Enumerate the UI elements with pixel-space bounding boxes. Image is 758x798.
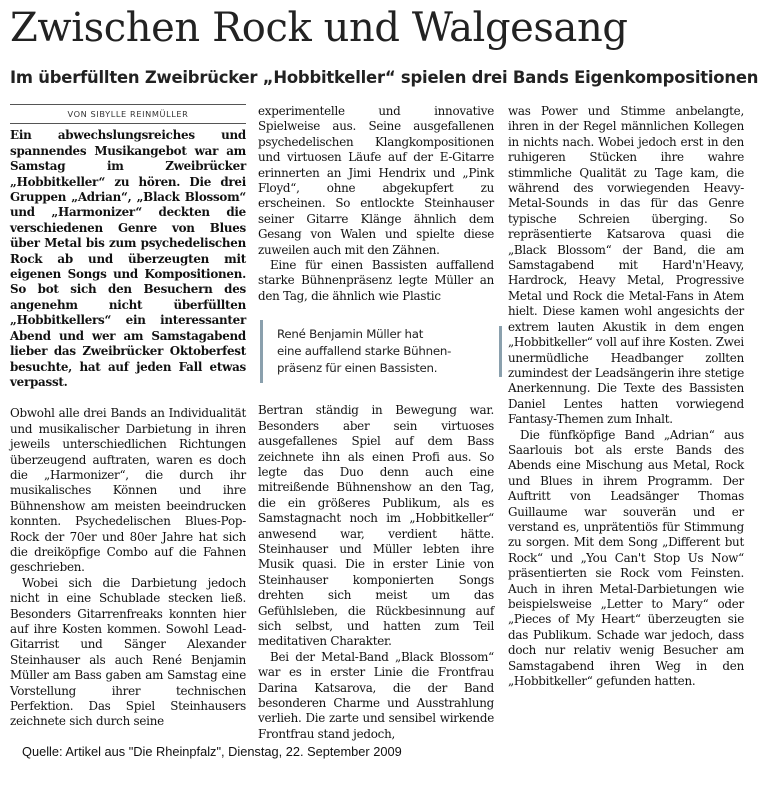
body-paragraph: Bei der Metal-Band „Black Blossom“ war es in erster Linie die Frontfrau Darina Katsarova, die der Band besonderen Charme und Ausstrahlung verlieh. Die zarte und sensibel wirkende Frontfrau stand jedoch, xyxy=(258,649,494,741)
lead-paragraph: Ein abwechslungsreiches und spannendes Musikangebot war am Samstag im Zweibrücker „Hobbitkeller“ zu hören. Die drei Gruppen „Adrian“, „Black Blossom“ und „Harmonizer“ deckten die verschiedenen Genre von Blues über Metal bis zum psychedelischen Rock ab und überzeugten mit eigenen Songs und Kompositionen. So bot sich den Besuchern des angenehm nicht überfüllten „Hobbitkellers“ ein interessanter Abend und wer am Samstagabend lieber das Zweibrücker Oktoberfest besuchte, hat auf jeden Fall etwas verpasst. xyxy=(10,128,246,389)
column-1 xyxy=(10,104,246,729)
body-paragraph: experimentelle und innovative Spielweise aus. Seine ausgefallenen psychedelischen Klangkompositionen und virtuosen Läufe auf der E-Gitarre erinnerten an Jimi Hendrix und „Pink Floyd“, ohne abgekupfert zu erscheinen. So entlockte Steinhauser seiner Gitarre Klänge ähnlich dem Gesang von Walen und spielte diese zuweilen auch mit den Zähnen. xyxy=(258,104,494,257)
source-caption: Quelle: Artikel aus "Die Rheinpfalz", Dienstag, 22. September 2009 xyxy=(22,744,402,759)
body-paragraph: Obwohl alle drei Bands an Individualität und musikalischer Darbietung in ihren jeweils unterschiedlichen Richtungen überzeugend auftraten, waren es doch die „Harmonizer“, die durch ihr musikalisches Können und ihre Bühnenshow am meisten beeindrucken konnten. Psychedelischen Blues-Pop-Rock der 70er und 80er Jahre hat sich die dreiköpfige Combo auf die Fahnen geschrieben. xyxy=(10,406,246,575)
body-paragraph: Wobei sich die Darbietung jedoch nicht in eine Schublade stecken ließ. Besonders Gitarrenfreaks konnten hier auf ihre Kosten kommen. Sowohl Lead-Gitarrist und Sänger Alexander Steinhauser als auch René Benjamin Müller am Bass gaben am Samstag eine Vorstellung ihrer technischen Perfektion. Das Spiel Steinhausers zeichnete sich durch seine xyxy=(10,575,246,729)
pull-quote-line: präsenz für einen Bassisten. xyxy=(277,361,438,376)
subheadline: Im überfüllten Zweibrücker „Hobbitkeller“ spielen drei Bands Eigenkompositionen xyxy=(10,68,758,87)
pull-quote-line: René Benjamin Müller hat xyxy=(277,327,424,342)
body-paragraph: Bertran ständig in Bewegung war. Besonders aber sein virtuoses ausgefallenes Spiel auf dem Bass zeichnete ihn als einen Profi aus. So legte das Duo denn auch eine mitreißende Bühnenshow an den Tag, die ein größeres Publikum, als es Samstagnacht noch im „Hobbitkeller“ anwesend war, verdient hätte. Steinhauser und Müller lebten ihre Musik quasi. Die in erster Linie von Steinhauser komponierten Songs drehten sich meist um das Gefühlsleben, die Rückbesinnung auf sich selbst, und hatten zum Teil meditativen Charakter. xyxy=(258,403,494,649)
byline: VON SIBYLLE REINMÜLLER xyxy=(10,104,246,124)
column-3 xyxy=(508,104,744,729)
headline: Zwischen Rock und Walgesang xyxy=(10,5,628,51)
body-paragraph: was Power und Stimme anbelangte, ihren in der Regel männlichen Kollegen in nichts nach. Wobei jedoch erst in den ruhigeren Stücken ihre wahre stimmliche Qualität zu Tage kam, die während des vorwiegenden Heavy-Metal-Sounds in das für das Genre typische Schreien überging. So repräsentierte Katsarova quasi die „Black Blossom“ der Band, die am Samstagabend mit Hard'n'Heavy, Hardrock, Heavy Metal, Progressive Metal und Rock die Metal-Fans in Atem hielt. Diese kamen wohl angesichts der extrem lauten Akustik in dem engen „Hobbitkeller“ voll auf ihre Kosten. Zwei unermüdliche Headbanger zollten zumindest der Leadsängerin ihre stetige Anerkennung. Die Texte des Bassisten Daniel Lentes hatten vorwiegend Fantasy-Themen zum Inhalt. xyxy=(508,104,744,427)
pull-quote-line: eine auffallend starke Bühnen- xyxy=(277,344,452,359)
body-paragraph: Eine für einen Bassisten auffallend starke Bühnenpräsenz legte Müller an den Tag, die ähnlich wie Plastic xyxy=(258,258,494,303)
column-2 xyxy=(258,104,494,741)
pull-quote xyxy=(260,320,494,383)
body-paragraph: Die fünfköpfige Band „Adrian“ aus Saarlouis bot als erste Bands des Abends eine Mischung aus Metal, Rock und Blues in ihrem Programm. Der Auftritt von Leadsänger Thomas Guillaume war souverän und er verstand es, unprätentiös für Stimmung zu sorgen. Mit dem Song „Different but Rock“ und „You Can't Stop Us Now“ präsentierten sie Rock vom Feinsten. Auch in ihren Metal-Darbietungen wie beispielsweise „Letter to Mary“ oder „Pieces of My Heart“ überzeugten sie das Publikum. Schade war jedoch, dass doch nur relativ wenig Besucher am Samstagabend ihren Weg in den „Hobbitkeller“ gefunden hatten. xyxy=(508,427,744,689)
